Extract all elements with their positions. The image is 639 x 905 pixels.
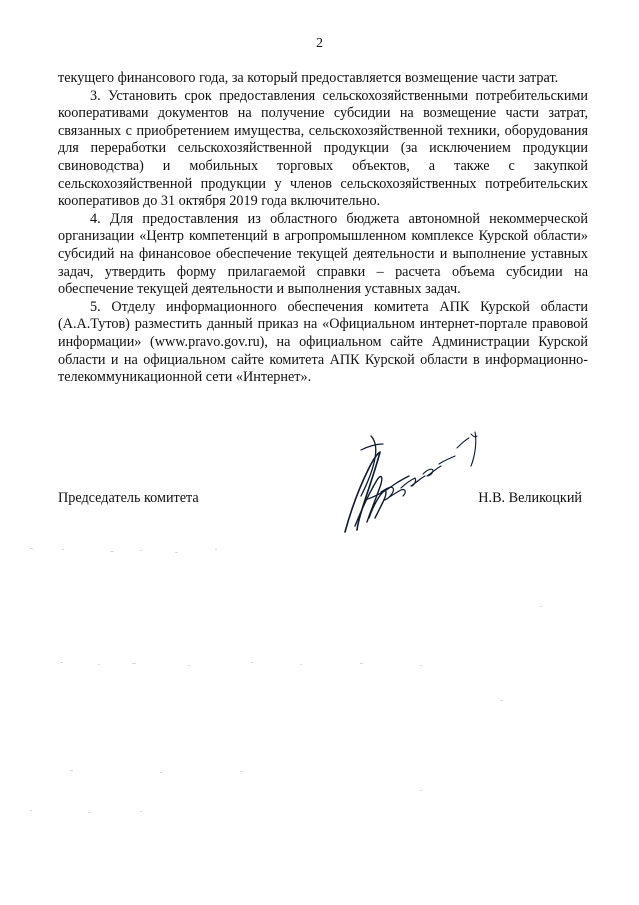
document-body [58,70,588,387]
paragraph-item-3: 3. Установить срок предоставления сельскохозяйственными потребительскими кооперативами документов на получение субсидии на возмещение части затрат, связанных с приобретением имущества, сельскохозяйственной техники, оборудования для переработки сельскохозяйственной продукции (за исключением продукции свиноводства) и мобильных торговых объектов, а также с закупкой сельскохозяйственной продукции у членов сельскохозяйственных потребительских кооперативов до 31 октября 2019 года включительно. [58,87,588,210]
paragraph-item-5: 5. Отделу информационного обеспечения комитета АПК Курской области (А.А.Тутов) разместить данный приказ на «Официальном интернет-портале правовой информации» (www.pravo.gov.ru), на официальном сайте Администрации Курской области и на официальном сайте комитета АПК Курской области в информационно-телекоммуникационной сети «Интернет». [58,298,588,386]
signatory-role: Председатель комитета [58,490,199,506]
signature-icon [325,430,495,540]
page-number: 2 [316,36,323,51]
signatory-name: Н.В. Великоцкий [478,490,582,506]
paragraph-continuation: текущего финансового года, за который предоставляется возмещение части затрат. [58,70,559,86]
signature-block [58,490,588,510]
paragraph-item-4: 4. Для предоставления из областного бюджета автономной некоммерческой организации «Центр компетенций в агропромышленном комплексе Курской области» субсидий на финансовое обеспечение текущей деятельности и выполнение уставных задач, утвердить форму прилагаемой справки – расчета объема субсидии на обеспечение текущей деятельности и выполнения уставных задач. [58,210,588,298]
